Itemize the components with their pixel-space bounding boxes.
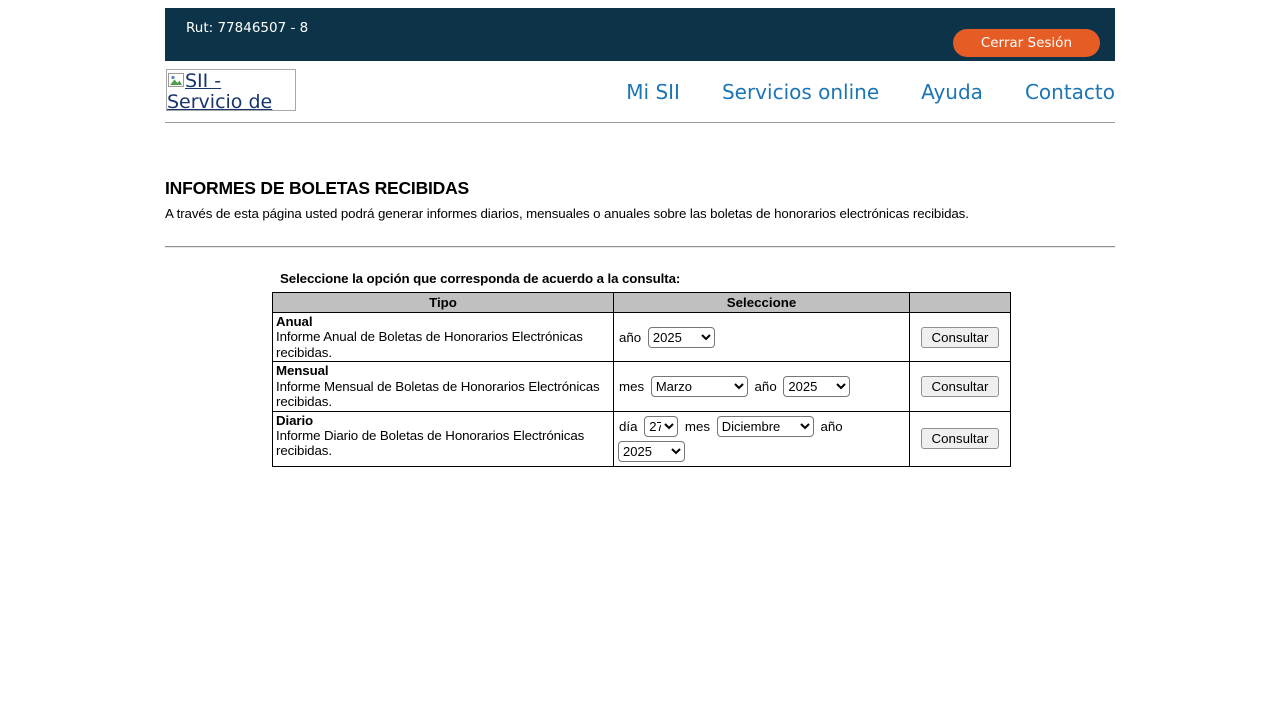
nav-ayuda[interactable]: Ayuda [921, 80, 983, 104]
rut-label: Rut: 77846507 - 8 [186, 20, 309, 36]
table-row-anual [273, 313, 1011, 362]
row-description-diario: Informe Diario de Boletas de Honorarios Electrónicas recibidas. [276, 427, 585, 459]
anual-consultar-button[interactable]: Consultar [921, 327, 1000, 348]
reports-table [272, 292, 1011, 467]
table-row-mensual [273, 362, 1011, 411]
diario-consultar-button[interactable]: Consultar [921, 428, 1000, 449]
main-content [165, 178, 1115, 467]
consult-section [272, 271, 1115, 467]
nav-mi-sii[interactable]: Mi SII [626, 80, 680, 104]
nav-servicios-online[interactable]: Servicios online [721, 80, 880, 104]
mensual-year-select[interactable] [783, 376, 850, 397]
diario-year-select[interactable] [618, 441, 685, 462]
sii-logo-link[interactable] [166, 69, 296, 111]
mensual-month-label: mes [619, 378, 645, 394]
diario-year-label: año [820, 418, 843, 434]
row-type-anual: Anual [276, 314, 313, 329]
table-header-row [273, 293, 1011, 313]
col-header-seleccione: Seleccione [614, 293, 910, 313]
page-title: INFORMES DE BOLETAS RECIBIDAS [165, 178, 470, 198]
row-type-diario: Diario [276, 412, 314, 428]
broken-image-icon [168, 71, 184, 85]
row-description-anual: Informe Anual de Boletas de Honorarios Electrónicas recibidas. [276, 329, 583, 360]
logout-button[interactable]: Cerrar Sesión [953, 29, 1100, 57]
row-type-mensual: Mensual [276, 363, 329, 379]
page-container [165, 8, 1115, 467]
sii-logo-alt-text: SII - Servicio de [167, 70, 273, 111]
nav-contacto[interactable]: Contacto [1024, 80, 1115, 104]
diario-day-select[interactable] [644, 416, 678, 437]
anual-year-select[interactable] [648, 327, 715, 348]
row-description-mensual: Informe Mensual de Boletas de Honorarios Electrónicas recibidas. [276, 378, 600, 410]
table-caption: Seleccione la opción que corresponda de acuerdo a la consulta: [280, 271, 681, 286]
diario-day-label: día [619, 418, 638, 434]
mensual-month-select[interactable] [651, 376, 748, 397]
page-subtitle: A través de esta página usted podrá generar informes diarios, mensuales o anuales sobre las boletas de honorarios electrónicas recibidas. [165, 206, 969, 221]
col-header-tipo: Tipo [273, 293, 614, 313]
session-topbar [165, 8, 1115, 61]
diario-month-label: mes [684, 418, 711, 434]
content-divider [165, 246, 1115, 248]
col-header-action [910, 293, 1011, 313]
mensual-year-label: año [754, 378, 777, 394]
diario-month-select[interactable] [717, 416, 814, 437]
main-nav [626, 61, 1115, 123]
mensual-consultar-button[interactable]: Consultar [921, 376, 1000, 397]
anual-year-label: año [619, 329, 642, 345]
site-header [165, 61, 1115, 123]
table-row-diario [273, 411, 1011, 466]
